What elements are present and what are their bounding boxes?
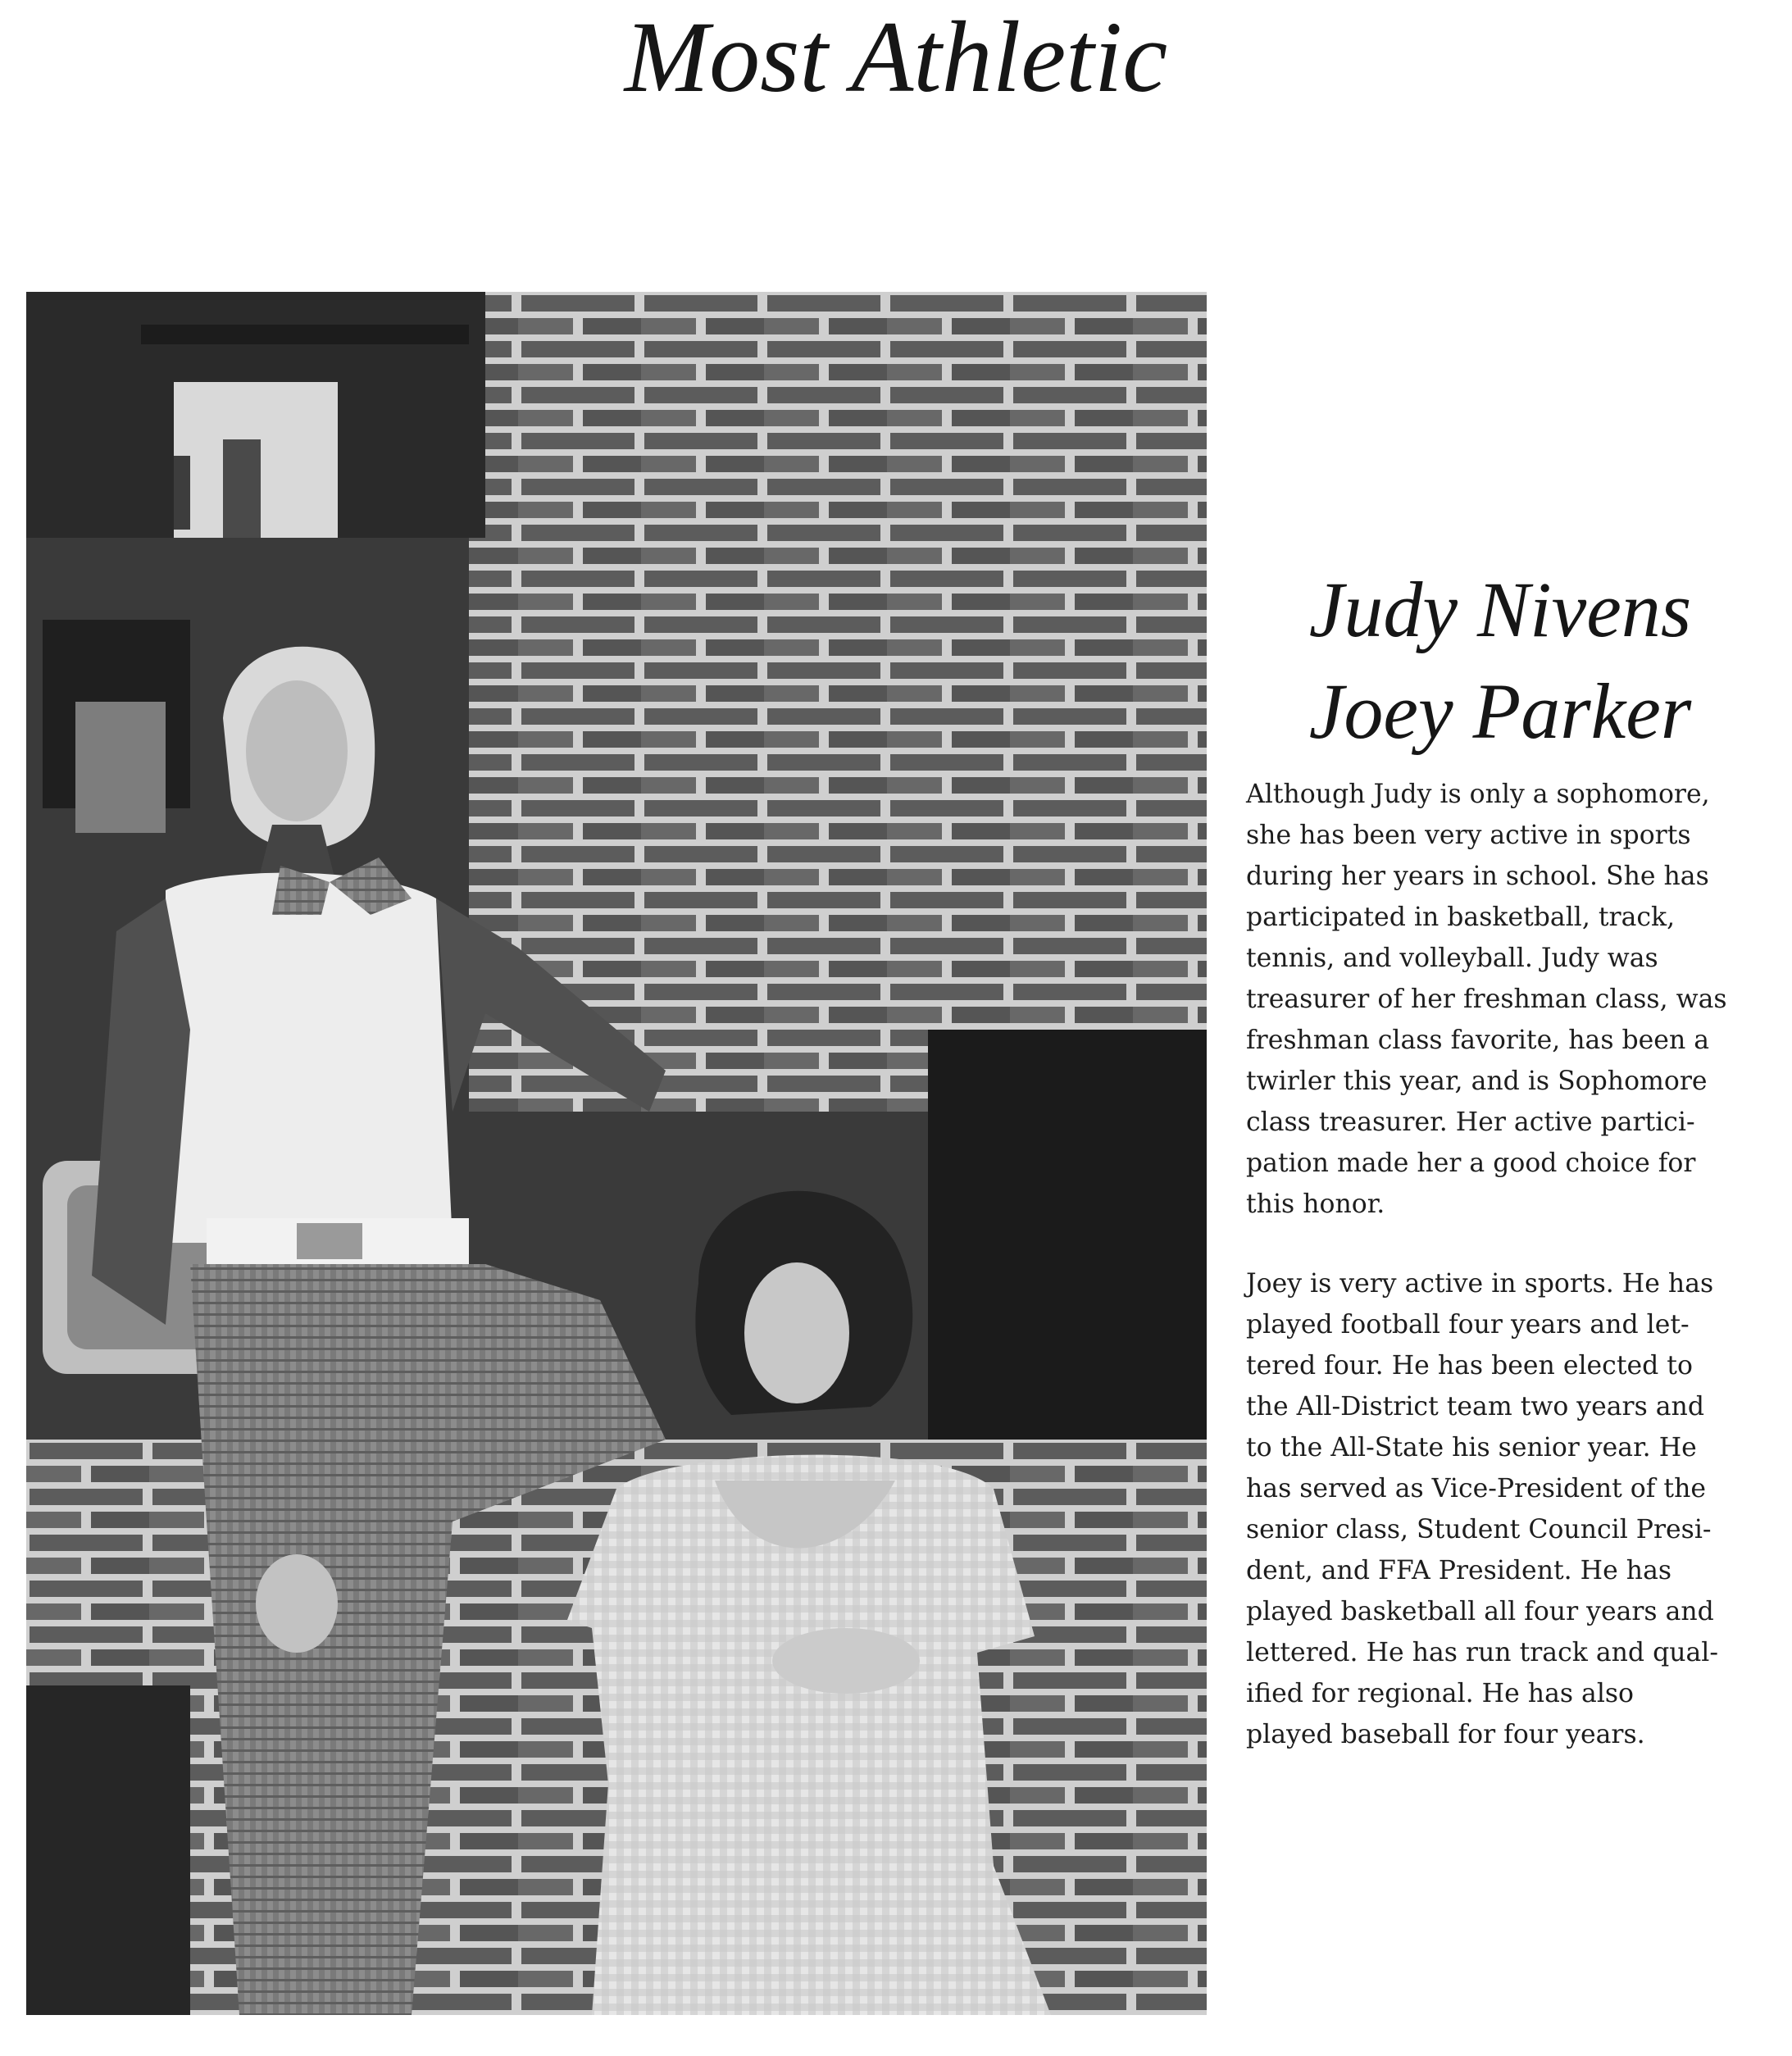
bio-line: played basketball all four years and: [1246, 1597, 1714, 1626]
bio-line: this honor.: [1246, 1189, 1385, 1219]
bio-line: tennis, and volleyball. Judy was: [1246, 944, 1658, 973]
bio-line: class treasurer. Her active partici-: [1246, 1108, 1695, 1137]
bio-line: Joey is very active in sports. He has: [1246, 1269, 1714, 1299]
page-title: Most Athletic: [624, 1, 1168, 113]
bio-line: twirler this year, and is Sophomore: [1246, 1067, 1708, 1096]
honoree-names: [1230, 559, 1771, 762]
bio-line: Although Judy is only a sophomore,: [1246, 780, 1710, 809]
portrait-photo: [26, 292, 1207, 2015]
bio-paragraph-judy: [1246, 774, 1792, 1225]
bio-line: during her years in school. She has: [1246, 862, 1709, 891]
honoree-name-joey: Joey Parker: [1308, 667, 1692, 755]
bio-line: ified for regional. He has also: [1246, 1679, 1635, 1708]
bio-line: the All-District team two years and: [1246, 1392, 1704, 1421]
bio-line: to the All-State his senior year. He: [1246, 1433, 1697, 1462]
honoree-name-judy: Judy Nivens: [1308, 566, 1692, 653]
bio-line: she has been very active in sports: [1246, 821, 1691, 850]
bio-line: participated in basketball, track,: [1246, 903, 1676, 932]
bio-line: pation made her a good choice for: [1246, 1149, 1696, 1178]
bio-line: senior class, Student Council Presi-: [1246, 1515, 1712, 1544]
bio-line: treasurer of her freshman class, was: [1246, 985, 1727, 1014]
bio-paragraph-joey: [1246, 1263, 1792, 1755]
bio-line: played baseball for four years.: [1246, 1720, 1645, 1749]
bio-line: played football four years and let-: [1246, 1310, 1690, 1340]
bio-line: freshman class favorite, has been a: [1246, 1026, 1710, 1055]
bio-line: tered four. He has been elected to: [1246, 1351, 1693, 1381]
bio-line: lettered. He has run track and qual-: [1246, 1638, 1719, 1667]
bio-line: has served as Vice-President of the: [1246, 1474, 1707, 1503]
bio-line: dent, and FFA President. He has: [1246, 1556, 1672, 1585]
